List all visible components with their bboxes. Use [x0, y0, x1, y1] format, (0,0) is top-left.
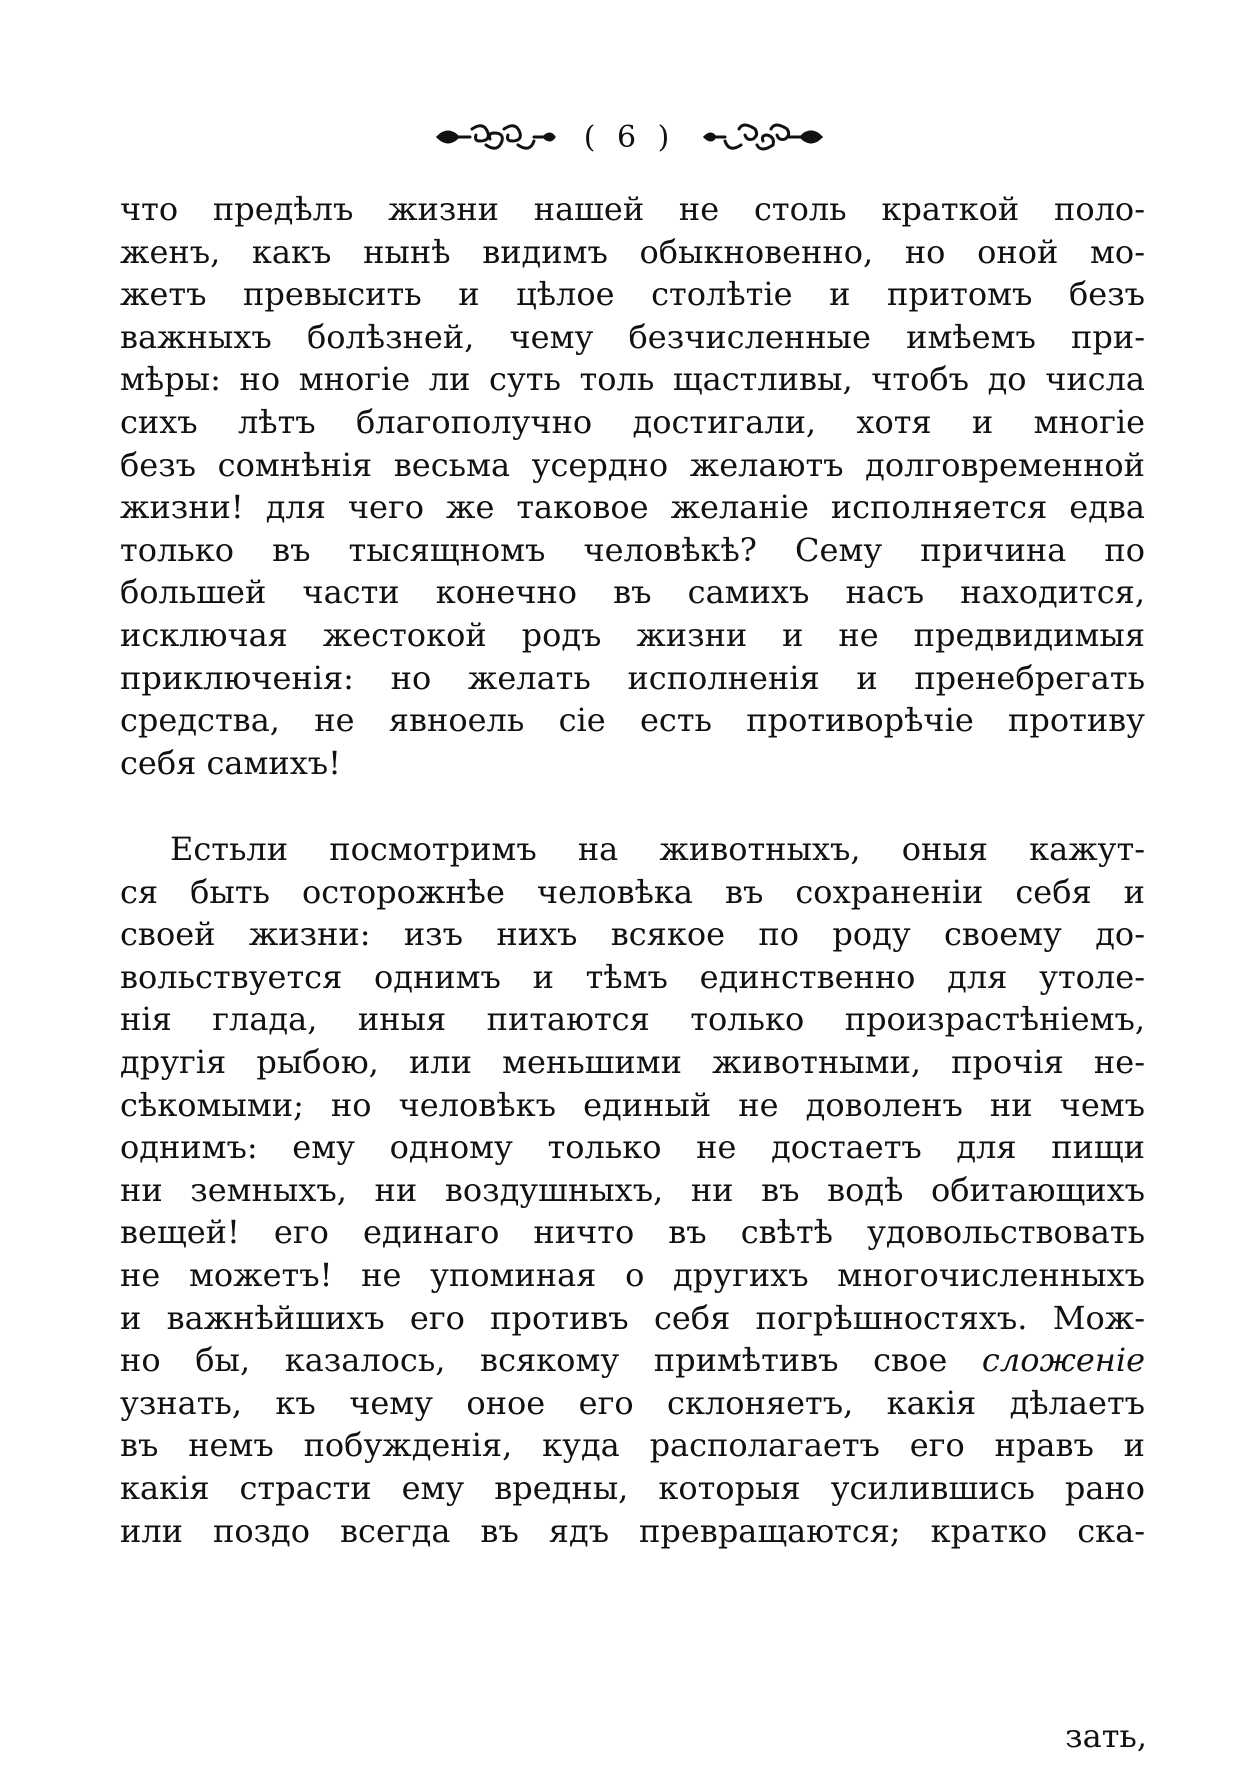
text-line: въ немъ побужденія, куда располагаетъ его нравъ и — [120, 1426, 1145, 1465]
text-line: какія страсти ему вредны, которыя усилившись рано — [120, 1468, 1145, 1507]
text-line: однимъ: ему одному только не достаетъ для пищи — [120, 1128, 1145, 1167]
text-line: Естьли посмотримъ на животныхъ, оныя кажут- — [170, 830, 1145, 868]
paragraph-2 — [120, 828, 1145, 1552]
text-line: средства, не явноель сіе есть противорѣчіе противу — [120, 701, 1145, 740]
text-line: нія глада, иныя питаются только произрастѣніемъ, — [120, 1000, 1145, 1039]
text-segment: но бы, казалось, всякому примѣтивъ свое — [120, 1341, 948, 1380]
text-line: ни земныхъ, ни воздушныхъ, ни въ водѣ обитающихъ — [120, 1170, 1145, 1209]
catchword: зать, — [1065, 1717, 1147, 1755]
right-ornament-icon — [703, 119, 825, 155]
text-line: приключенія: но желать исполненія и пренебрегать — [120, 658, 1145, 697]
italic-word: сложеніе — [981, 1341, 1146, 1380]
page-number: ( 6 ) — [583, 119, 676, 155]
text-line: другія рыбою, или меньшими животными, прочія не- — [120, 1042, 1145, 1081]
text-line: вещей! его единаго ничто въ свѣтѣ удовольствовать — [120, 1213, 1145, 1252]
text-line: жизни! для чего же таковое желаніе исполняется едва — [120, 488, 1145, 527]
text-line: сихъ лѣтъ благополучно достигали, хотя и многіе — [120, 402, 1145, 441]
text-line: сѣкомыми; но человѣкъ единый не доволенъ ни чемъ — [120, 1085, 1145, 1124]
text-line: и важнѣйшихъ его противъ себя погрѣшностяхъ. Мож- — [120, 1298, 1145, 1337]
text-line: безъ сомнѣнія весьма усердно желаютъ долговременной — [120, 445, 1145, 484]
text-line: не можетъ! не упоминая о другихъ многочисленныхъ — [120, 1255, 1145, 1294]
text-line-with-italic — [120, 1339, 1145, 1382]
text-line: мѣры: но многіе ли суть толь щастливы, чтобъ до числа — [120, 360, 1145, 399]
text-line: вольствуется однимъ и тѣмъ единственно для утоле- — [120, 957, 1145, 996]
page-header — [0, 112, 1259, 162]
text-line: что предѣлъ жизни нашей не столь краткой поло- — [120, 190, 1145, 228]
text-line: своей жизни: изъ нихъ всякое по роду своему до- — [120, 915, 1145, 954]
text-line: женъ, какъ нынѣ видимъ обыкновенно, но оной мо- — [120, 232, 1145, 271]
left-ornament-icon — [434, 119, 556, 155]
text-line: ся быть осторожнѣе человѣка въ сохраненіи себя и — [120, 872, 1145, 911]
text-line: или поздо всегда въ ядъ превращаются; кратко ска- — [120, 1511, 1145, 1550]
text-line: большей части конечно въ самихъ насъ находится, — [120, 573, 1145, 612]
text-line: важныхъ болѣзней, чему безчисленные имѣемъ при- — [120, 317, 1145, 356]
text-line: исключая жестокой родъ жизни и не предвидимыя — [120, 615, 1145, 654]
text-line: себя самихъ! — [120, 743, 341, 782]
text-line: узнать, къ чему оное его склоняетъ, какія дѣлаетъ — [120, 1383, 1145, 1422]
text-line: жетъ превысить и цѣлое столѣтіе и притомъ безъ — [120, 275, 1145, 314]
text-line: только въ тысящномъ человѣкѣ? Сему причина по — [120, 530, 1145, 569]
paragraph-1 — [120, 188, 1145, 784]
